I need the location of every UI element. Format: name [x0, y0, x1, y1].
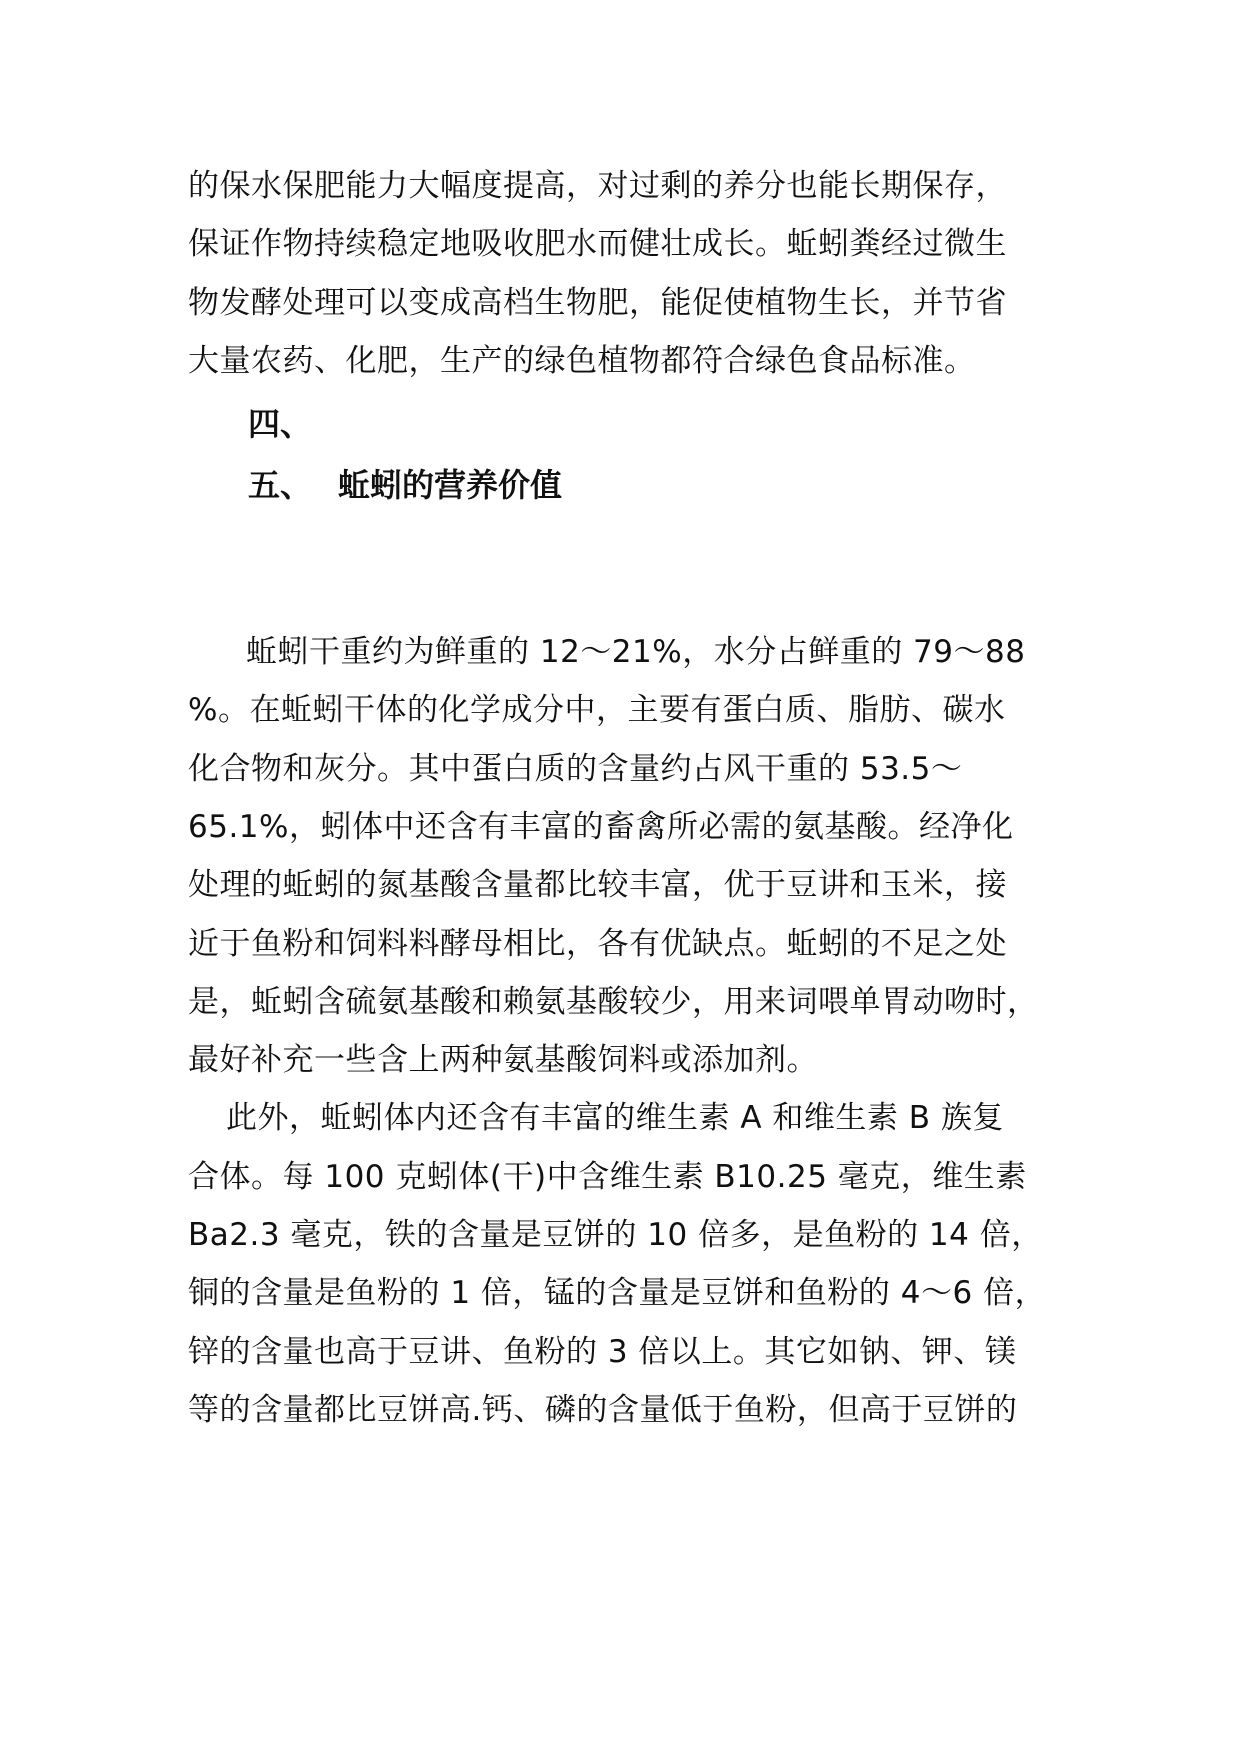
text-line: Ba2.3 毫克，铁的含量是豆饼的 10 倍多，是鱼粉的 14 倍， — [188, 1217, 1043, 1253]
text-line: 处理的蚯蚓的氮基酸含量都比较丰富，优于豆讲和玉米，接 — [188, 867, 1007, 903]
text-line: 是，蚯蚓含硫氨基酸和赖氨基酸较少，用来词喂单胃动吻时， — [188, 984, 1039, 1020]
text-line: 最好补充一些含上两种氨基酸饲料或添加剂。 — [188, 1042, 818, 1078]
section-title: 蚯蚓的营养价值 — [338, 466, 563, 504]
text-line: 保证作物持续稳定地吸收肥水而健壮成长。蚯蚓粪经过微生 — [188, 226, 1007, 262]
text-line: 化合物和灰分。其中蛋白质的含量约占风干重的 53.5～ — [188, 751, 963, 787]
section-number-4: 四、 — [248, 405, 313, 443]
text-line: 大量农药、化肥，生产的绿色植物都符合绿色食品标准。 — [188, 343, 976, 379]
text-line: 等的含量都比豆饼高.钙、磷的含量低于鱼粉，但高于豆饼的 — [188, 1392, 1018, 1428]
text-line: 锌的含量也高于豆讲、鱼粉的 3 倍以上。其它如钠、钾、镁 — [188, 1334, 1017, 1370]
section-number-5: 五、 — [248, 466, 313, 504]
text-line: 的保水保肥能力大幅度提高，对过剩的养分也能长期保存， — [188, 168, 1007, 204]
text-line: 65.1%，蚓体中还含有丰富的畜禽所必需的氨基酸。经净化 — [188, 809, 1014, 845]
text-line: 此外，蚯蚓体内还含有丰富的维生素 A 和维生素 B 族复 — [226, 1100, 1004, 1136]
text-line: 合体。每 100 克蚓体(干)中含维生素 B10.25 毫克，维生素 — [188, 1159, 1027, 1195]
text-line: 蚯蚓干重约为鲜重的 12～21%，水分占鲜重的 79～88 — [246, 634, 1026, 670]
text-line: %。在蚯蚓干体的化学成分中，主要有蛋白质、脂肪、碳水 — [188, 692, 1006, 728]
text-line: 铜的含量是鱼粉的 1 倍，锰的含量是豆饼和鱼粉的 4～6 倍， — [188, 1275, 1047, 1311]
text-line: 物发酵处理可以变成高档生物肥，能促使植物生长，并节省 — [188, 285, 1007, 321]
text-line: 近于鱼粉和饲料料酵母相比，各有优缺点。蚯蚓的不足之处 — [188, 926, 1007, 962]
